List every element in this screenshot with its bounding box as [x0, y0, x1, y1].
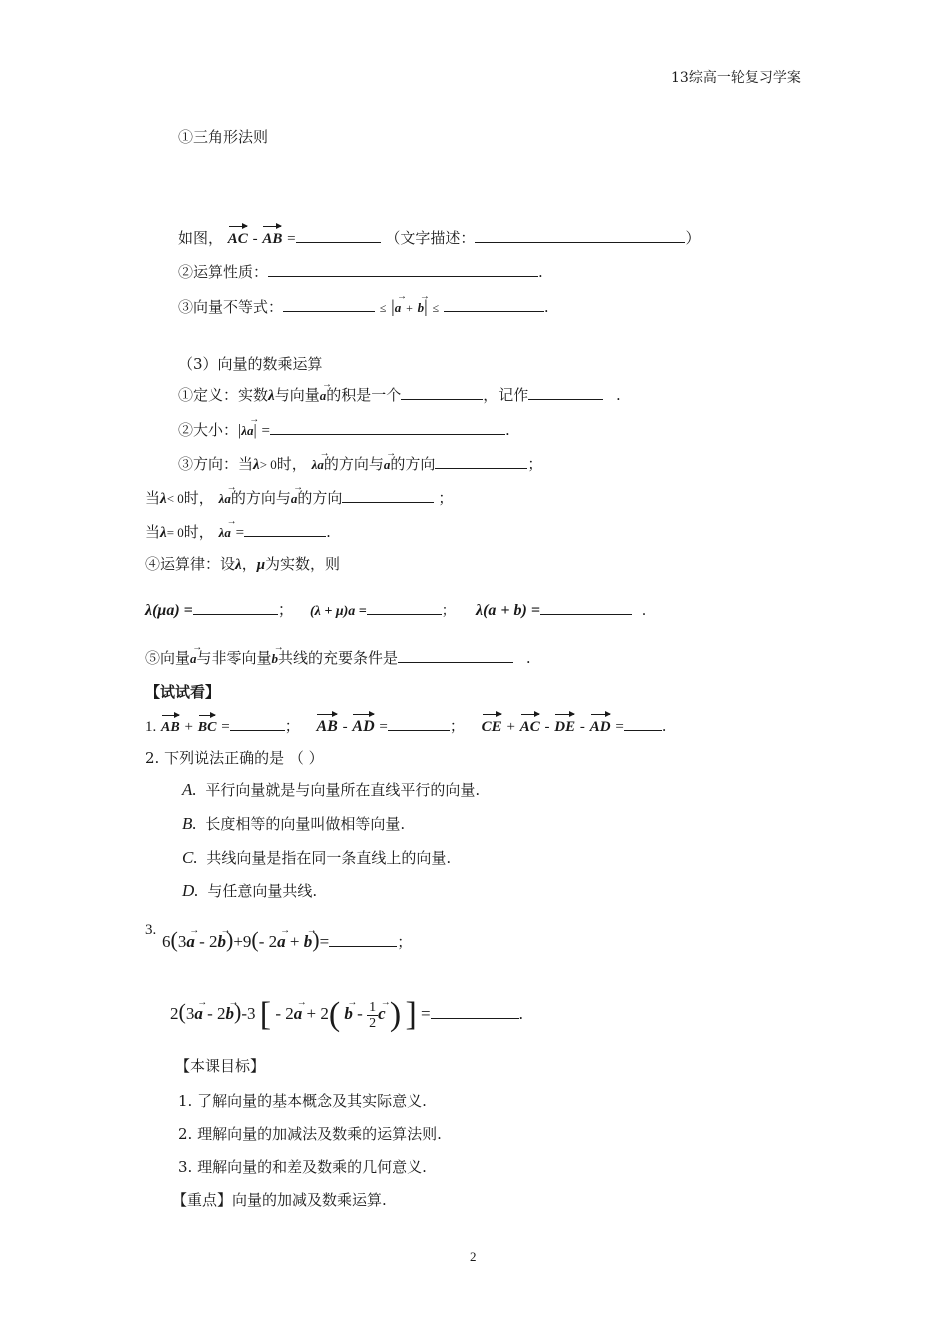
option-text: 共线向量是指在同一条直线上的向量.: [206, 849, 452, 867]
vector-ab: AB: [262, 231, 283, 247]
period: .: [642, 602, 646, 619]
period: .: [504, 421, 510, 439]
law-blank-1[interactable]: [193, 600, 278, 615]
section-3-title: （3）向量的数乘运算: [178, 355, 323, 373]
direction-line-2: [145, 488, 453, 509]
direction-blank-2[interactable]: [342, 488, 434, 503]
plus-sign: +: [184, 719, 193, 735]
period: .: [616, 386, 621, 404]
desc-close: ）: [685, 229, 701, 247]
semicolon: ；: [441, 604, 456, 619]
definition-text: 的积是一个: [326, 386, 402, 404]
vector-b: → b: [272, 649, 279, 669]
coefficient: 3: [177, 932, 187, 951]
mu-symbol: μ: [256, 557, 266, 573]
equals-sign: =: [221, 719, 230, 735]
semicolon: ；: [527, 455, 543, 473]
vector-ab: AB: [161, 718, 180, 738]
law-expression: (λ + μ)a =: [310, 604, 367, 619]
period: .: [326, 523, 331, 541]
equals-sign: =: [261, 423, 270, 439]
goal-item: 3. 理解向量的和差及数乘的几何意义.: [178, 1158, 427, 1176]
coefficient: 2: [217, 1004, 226, 1023]
vector-b: → b: [226, 994, 235, 1034]
direction-text: 时，: [183, 489, 214, 507]
right-bracket: ]: [405, 996, 417, 1034]
direction-line-1: [178, 454, 542, 475]
period: .: [525, 649, 531, 667]
laws-label: ④运算律：设: [145, 555, 236, 573]
question-3-number: 3.: [145, 922, 157, 938]
lambda-symbol: λ: [160, 491, 167, 507]
lambda-symbol: λ: [268, 388, 275, 404]
collinear-text: 与非零向量: [196, 649, 272, 667]
option-c[interactable]: [182, 848, 451, 868]
question-2-stem: 2. 下列说法正确的是 （ ）: [145, 749, 324, 767]
vector-ac: AC: [519, 719, 540, 735]
q1-blank-2[interactable]: [388, 716, 450, 731]
direction-text: 时，: [276, 455, 307, 473]
law-blank-2[interactable]: [367, 600, 442, 615]
op-property-line: [178, 262, 543, 282]
coefficient: 3: [185, 1004, 195, 1023]
equals-sign: =: [235, 525, 245, 541]
semicolon: ；: [284, 717, 300, 735]
inequality-label: ③向量不等式：: [178, 298, 284, 316]
vector-a: → a: [384, 455, 391, 475]
option-letter: B.: [182, 814, 197, 833]
magnitude-line: [178, 420, 510, 441]
vector-ad: AD: [352, 718, 375, 735]
magnitude-label: ②大小：: [178, 421, 239, 439]
fraction-denominator: 2: [369, 1015, 377, 1031]
inequality-left-blank[interactable]: [283, 297, 375, 312]
plus-sign: +: [289, 932, 300, 951]
vector-a: → a: [294, 994, 303, 1034]
goal-item: 1. 了解向量的基本概念及其实际意义.: [178, 1092, 427, 1110]
minus-sign: -: [258, 932, 265, 951]
option-a[interactable]: [182, 780, 480, 800]
equals-sign: =: [379, 719, 388, 735]
figure-line: [178, 228, 700, 249]
lambda-symbol: λ: [253, 457, 260, 473]
lambda-symbol: λ: [241, 423, 247, 438]
option-letter: A.: [182, 780, 197, 799]
minus-sign: -: [241, 1004, 247, 1023]
option-text: 与任意向量共线.: [207, 882, 318, 900]
direction-text: 的方向与: [230, 489, 291, 507]
key-point-text: 向量的加减及数乘运算.: [232, 1191, 387, 1209]
coefficient: 3: [247, 1004, 256, 1023]
definition-blank[interactable]: [401, 385, 483, 400]
direction-text: 的方向与: [323, 455, 384, 473]
coefficient: 2: [170, 1004, 179, 1023]
direction-text: 的方向: [297, 489, 343, 507]
leq-sign: ≤: [379, 301, 387, 315]
period: .: [518, 1004, 523, 1023]
vector-b: → b: [304, 932, 313, 952]
leq-sign-2: ≤: [432, 301, 440, 315]
vector-ac: AC: [227, 231, 248, 247]
vector-a: → a: [317, 455, 324, 475]
law-formula-3: [476, 600, 646, 621]
collinear-line: [145, 648, 531, 669]
definition-text: ①定义：实数: [178, 386, 269, 404]
eq-zero: = 0: [166, 525, 184, 540]
vector-b: → b: [218, 932, 227, 952]
vector-b: → b: [344, 994, 353, 1034]
vector-a: → a: [247, 421, 254, 441]
direction-line-3: [145, 522, 331, 543]
minus-sign: -: [357, 1004, 363, 1023]
direction-blank-1[interactable]: [435, 454, 527, 469]
abs-bar-right: |: [253, 422, 257, 439]
laws-line: [145, 554, 340, 575]
key-point-line: [172, 1190, 387, 1210]
vector-a: → a: [194, 994, 203, 1034]
page-number: 2: [470, 1249, 477, 1264]
direction-text: 时，: [183, 523, 214, 541]
vector-b: → b: [418, 298, 425, 318]
abs-bar-left: |: [238, 422, 242, 439]
lambda-symbol: λ: [218, 525, 225, 540]
law-formula-2: [310, 600, 456, 622]
collinear-text: 共线的充要条件是: [278, 649, 399, 667]
direction-text: 的方向: [390, 455, 436, 473]
q1-blank-3[interactable]: [624, 716, 662, 731]
option-d[interactable]: [182, 881, 317, 901]
answer-blank[interactable]: [296, 228, 381, 243]
coefficient: 2: [268, 932, 278, 951]
plus-sign: +: [306, 1004, 317, 1023]
desc-open: （文字描述：: [385, 229, 476, 247]
minus-sign: -: [342, 719, 348, 735]
gt-zero: > 0: [259, 457, 277, 472]
goal-item: 2. 理解向量的加减法及数乘的运算法则.: [178, 1125, 442, 1143]
collinear-blank[interactable]: [398, 648, 513, 663]
law-expression: λ(a + b) =: [476, 602, 540, 619]
comma: ，: [241, 555, 257, 573]
inequality-right-blank[interactable]: [444, 297, 544, 312]
question-number: 1.: [145, 719, 157, 735]
vector-a: → a: [190, 649, 197, 669]
law-blank-3[interactable]: [540, 600, 632, 615]
vector-a: → a: [224, 523, 231, 543]
coefficient: 6: [162, 932, 171, 951]
vector-c: → c: [378, 994, 386, 1034]
minus-sign: -: [252, 231, 258, 247]
semicolon: ；: [397, 935, 413, 951]
magnitude-blank[interactable]: [270, 420, 505, 435]
vector-a: → a: [291, 489, 298, 509]
figure-prefix: 如图，: [178, 229, 224, 247]
equals-sign: =: [421, 1004, 431, 1023]
equals-sign: =: [319, 932, 330, 951]
plus-sign: +: [406, 301, 413, 315]
vector-bc: BC: [198, 718, 217, 738]
equals-sign: =: [615, 719, 624, 735]
op-property-label: ②运算性质：: [178, 263, 269, 281]
vector-ab: AB: [316, 718, 338, 735]
vector-a: → a: [224, 489, 231, 509]
try-section-title: 【试试看】: [145, 683, 221, 701]
option-b[interactable]: [182, 814, 405, 834]
right-paren: ): [389, 996, 402, 1034]
lambda-symbol: λ: [160, 525, 167, 541]
direction-text: ③方向：当: [178, 455, 254, 473]
equals-sign: =: [287, 231, 296, 247]
minus-sign: -: [544, 719, 550, 735]
direction-text: 当: [145, 523, 161, 541]
q3-expression-2: 2(3→ a - 2→ b)-3 [ - 2→ a + 2( → b - $\frac{1}{2}$ → c ) ] = .: [170, 992, 523, 1035]
law-formula-1: [145, 600, 294, 621]
notation-blank[interactable]: [528, 385, 603, 400]
option-text: 长度相等的向量叫做相等向量.: [205, 815, 406, 833]
period: .: [538, 263, 543, 281]
goals-title: 【本课目标】: [175, 1057, 266, 1075]
fraction-one-half: [367, 1000, 378, 1031]
minus-sign: -: [207, 1004, 213, 1023]
semicolon: ；: [449, 717, 465, 735]
key-point-label: 【重点】: [172, 1191, 233, 1209]
semicolon: ；: [277, 602, 294, 619]
lambda-symbol: λ: [218, 491, 225, 506]
question-1: [145, 716, 667, 738]
minus-sign: -: [579, 719, 585, 735]
q1-blank-1[interactable]: [230, 716, 285, 731]
abs-bar-left: |: [391, 296, 395, 316]
q3-blank-2[interactable]: [431, 1004, 519, 1019]
plus-sign: +: [506, 719, 515, 735]
law-expression: λ(μa) =: [145, 602, 193, 619]
collinear-text: ⑤向量: [145, 649, 191, 667]
vector-ce: CE: [481, 719, 502, 735]
header-title: 13综高一轮复习学案: [671, 70, 801, 86]
triangle-rule-label: ①三角形法则: [178, 128, 269, 146]
vector-a: → a: [277, 932, 286, 952]
q3-blank-1[interactable]: [329, 932, 397, 947]
description-blank[interactable]: [475, 228, 685, 243]
lambda-symbol: λ: [311, 457, 318, 472]
laws-text: 为实数，则: [265, 555, 341, 573]
semicolon: ；: [438, 489, 454, 507]
coefficient: 9: [242, 932, 252, 951]
coefficient: 2: [320, 1004, 329, 1023]
abs-bar-right: |: [424, 296, 428, 316]
vector-de: DE: [554, 719, 576, 735]
fraction-numerator: 1: [369, 999, 377, 1015]
vector-a: → a: [186, 932, 195, 952]
vector-a: → a: [320, 386, 327, 406]
option-text: 平行向量就是与向量所在直线平行的向量.: [205, 781, 481, 799]
definition-line: [178, 385, 621, 406]
direction-blank-3[interactable]: [244, 522, 326, 537]
inequality-line: [178, 296, 549, 318]
minus-sign: -: [275, 1004, 281, 1023]
option-letter: D.: [182, 881, 199, 900]
left-paren: (: [328, 996, 341, 1034]
definition-text: ，记作: [483, 386, 529, 404]
direction-text: 当: [145, 489, 161, 507]
lt-zero: < 0: [166, 491, 184, 506]
q3-expression-1: 6(3→ a - 2→ b)+9(- 2→ a + → b)= ；: [162, 930, 412, 953]
period: .: [543, 298, 549, 316]
plus-sign: +: [233, 932, 243, 951]
period: .: [661, 717, 667, 735]
vector-ad: AD: [589, 719, 611, 735]
minus-sign: -: [199, 932, 205, 951]
vector-a: → a: [395, 298, 402, 318]
coefficient: 2: [209, 932, 218, 951]
left-bracket: [: [259, 996, 272, 1034]
op-property-blank[interactable]: [268, 262, 538, 277]
option-letter: C.: [182, 848, 198, 867]
lambda-symbol: λ: [235, 557, 242, 573]
coefficient: 2: [285, 1004, 294, 1023]
definition-text: 与向量: [274, 386, 320, 404]
